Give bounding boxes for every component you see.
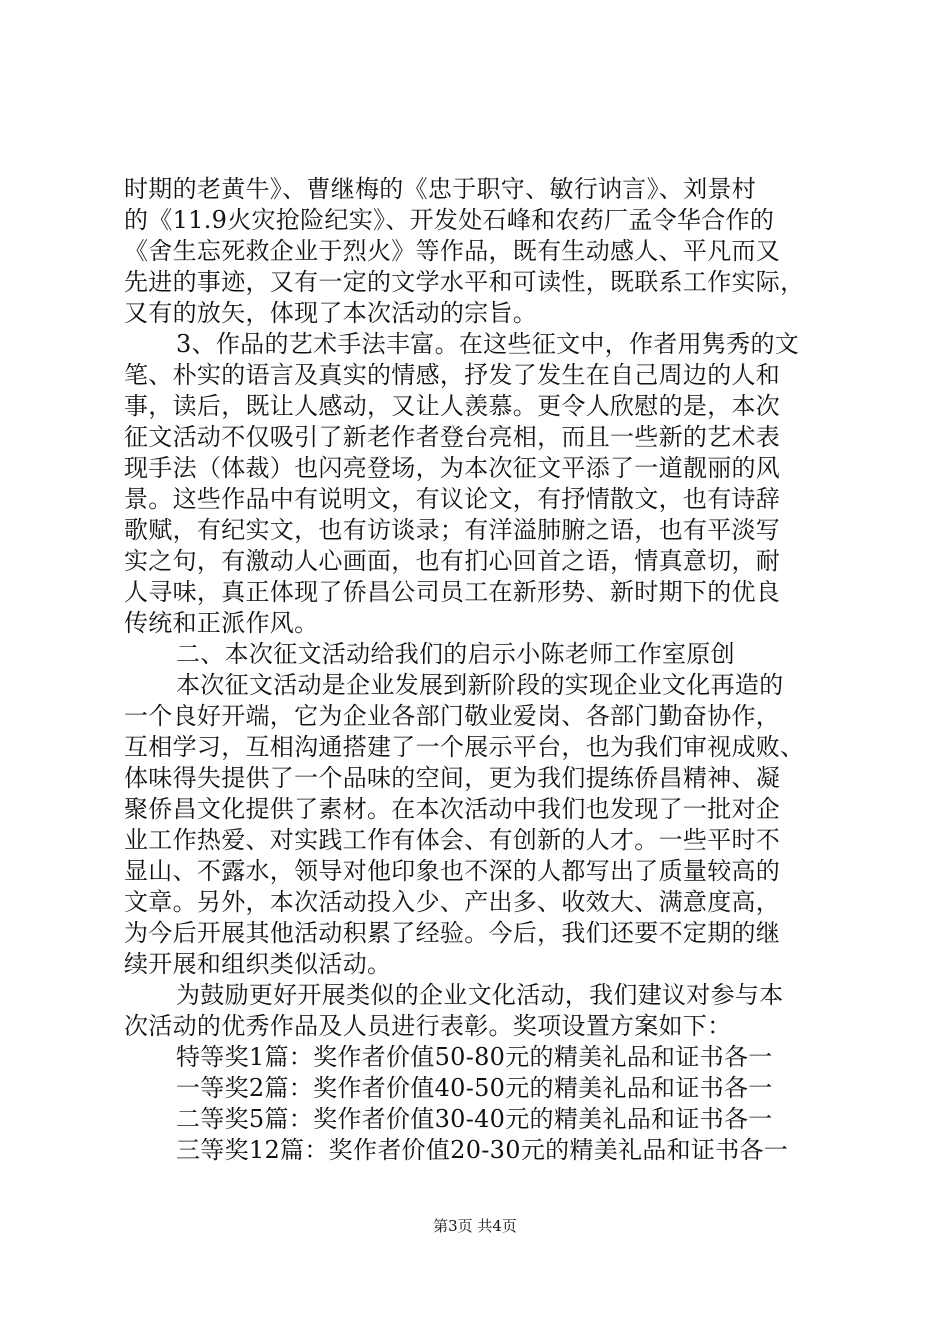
text-line: 又有的放矢，体现了本次活动的宗旨。: [124, 299, 538, 327]
text-line: 显山、不露水，领导对他印象也不深的人都写出了质量较高的: [124, 857, 781, 885]
award-line: 特等奖1篇：奖作者价值50-80元的精美礼品和证书各一: [176, 1043, 773, 1071]
text-line: 为鼓励更好开展类似的企业文化活动，我们建议对参与本: [176, 981, 784, 1009]
text-line: 时期的老黄牛》、曹继梅的《忠于职守、敏行讷言》、刘景村: [124, 175, 757, 203]
award-line: 一等奖2篇：奖作者价值40-50元的精美礼品和证书各一: [176, 1074, 773, 1102]
award-line: 三等奖12篇：奖作者价值20-30元的精美礼品和证书各一: [176, 1136, 789, 1164]
text-line: 人寻味，真正体现了侨昌公司员工在新形势、新时期下的优良: [124, 578, 781, 606]
text-line: 先进的事迹，又有一定的文学水平和可读性，既联系工作实际，: [124, 268, 805, 296]
text-line: 的《11.9火灾抢险纪实》、开发处石峰和农药厂孟令华合作的: [124, 206, 775, 234]
page-number-footer: 第3页 共4页: [433, 1217, 517, 1235]
text-line: 本次征文活动是企业发展到新阶段的实现企业文化再造的: [176, 671, 784, 699]
text-line: 一个良好开端，它为企业各部门敬业爱岗、各部门勤奋协作，: [124, 702, 781, 730]
text-line: 为今后开展其他活动积累了经验。今后，我们还要不定期的继: [124, 919, 781, 947]
text-line: 事，读后，既让人感动，又让人羡慕。更令人欣慰的是，本次: [124, 392, 781, 420]
text-line: 歌赋，有纪实文，也有访谈录；有洋溢肺腑之语，也有平淡写: [124, 516, 781, 544]
text-line: 《舍生忘死救企业于烈火》等作品，既有生动感人、平凡而又: [124, 237, 781, 265]
text-line: 传统和正派作风。: [124, 609, 319, 637]
text-line: 笔、朴实的语言及真实的情感，抒发了发生在自己周边的人和: [124, 361, 781, 389]
text-line: 文章。另外，本次活动投入少、产出多、收效大、满意度高，: [124, 888, 781, 916]
section-heading: 二、本次征文活动给我们的启示小陈老师工作室原创: [176, 640, 735, 668]
text-line: 3、作品的艺术手法丰富。在这些征文中，作者用隽秀的文: [176, 330, 800, 358]
document-body: [124, 174, 836, 1166]
text-line: 聚侨昌文化提供了素材。在本次活动中我们也发现了一批对企: [124, 795, 781, 823]
text-line: 征文活动不仅吸引了新老作者登台亮相，而且一些新的艺术表: [124, 423, 781, 451]
text-line: 次活动的优秀作品及人员进行表彰。奖项设置方案如下：: [124, 1012, 732, 1040]
text-line: 体味得失提供了一个品味的空间，更为我们提练侨昌精神、凝: [124, 764, 781, 792]
text-line: 现手法（体裁）也闪亮登场，为本次征文平添了一道靓丽的风: [124, 454, 781, 482]
text-line: 实之句，有激动人心画面，也有扪心回首之语，情真意切，耐: [124, 547, 781, 575]
text-line: 互相学习，互相沟通搭建了一个展示平台，也为我们审视成败、: [124, 733, 805, 761]
text-line: 业工作热爱、对实践工作有体会、有创新的人才。一些平时不: [124, 826, 781, 854]
text-line: 续开展和组织类似活动。: [124, 950, 392, 978]
text-line: 景。这些作品中有说明文，有议论文，有抒情散文，也有诗辞: [124, 485, 781, 513]
award-line: 二等奖5篇：奖作者价值30-40元的精美礼品和证书各一: [176, 1105, 773, 1133]
